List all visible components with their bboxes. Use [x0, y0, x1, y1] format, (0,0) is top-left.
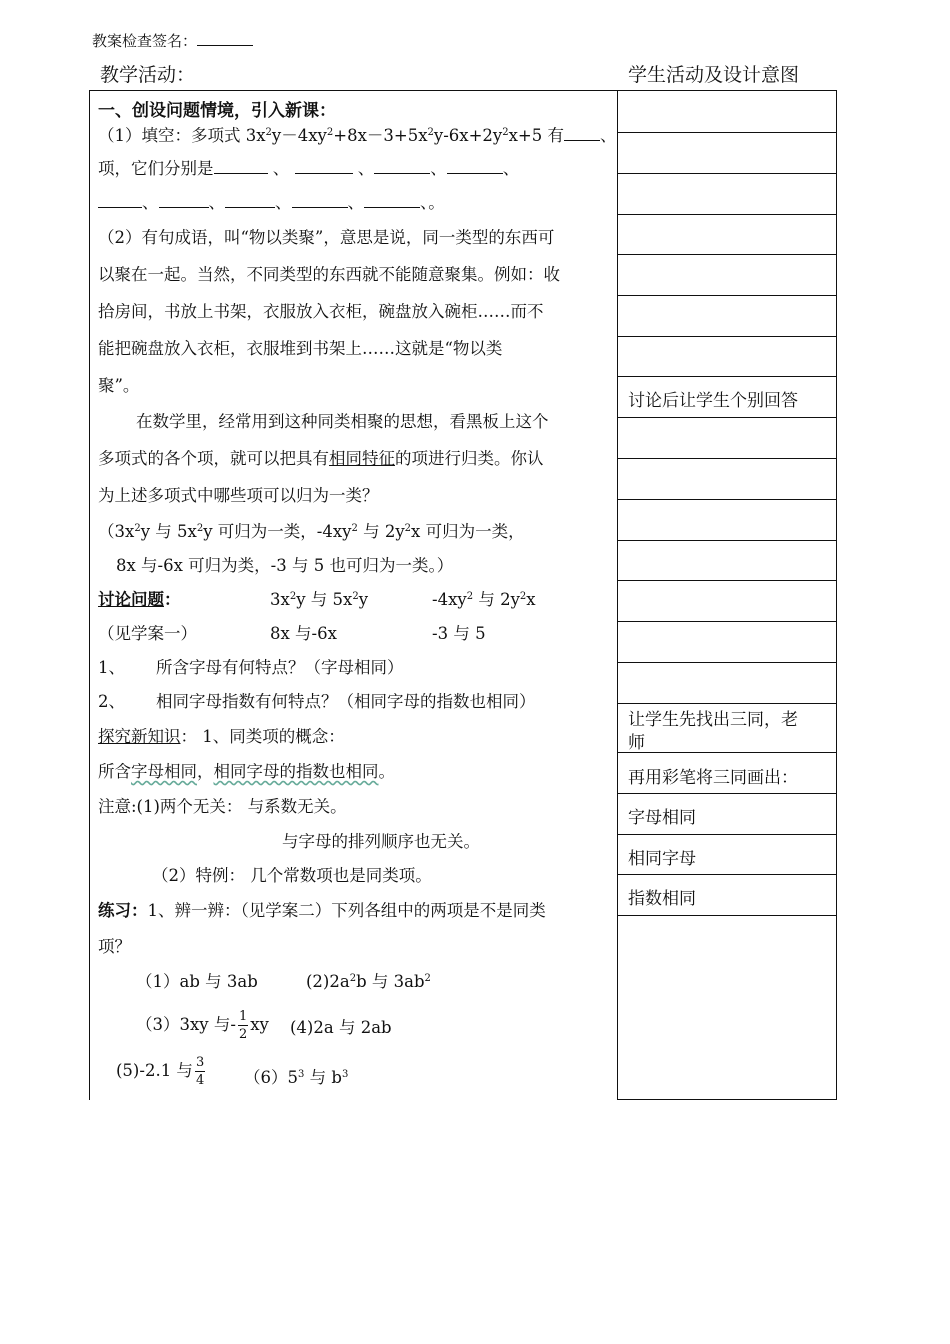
right-row-divider: [617, 132, 837, 133]
right-row-divider: [617, 214, 837, 215]
explore-heading: 探究新知识： 1、同类项的概念：: [98, 727, 345, 746]
discuss-pair-4: -3 与 5: [432, 624, 486, 643]
right-note-discuss: 讨论后让学生个别回答: [628, 391, 798, 411]
column-divider: [617, 90, 618, 1100]
table-top-border: [89, 90, 836, 91]
right-row-divider: [617, 376, 837, 377]
exercise-line-1: 练习：1、辨一辨：（见学案二）下列各组中的两项是不是同类: [98, 901, 546, 920]
right-row-divider: [617, 254, 837, 255]
right-row-divider: [617, 458, 837, 459]
answer-blank[interactable]: [214, 161, 268, 174]
concept-definition: 所含字母相同，相同字母的指数也相同。: [98, 762, 395, 781]
right-row-divider: [617, 662, 837, 663]
answer-blank[interactable]: [447, 161, 503, 174]
discuss-pair-1: $3x^2y$ 与 $5x^2y$: [270, 590, 369, 609]
discuss-item-2-number: 2、: [98, 692, 125, 711]
signature-label: 教案检查签名：: [92, 30, 253, 51]
right-note-letters-same: 字母相同: [628, 808, 696, 828]
discuss-pair-2: $-4xy^2$ 与 $2y^2x$: [432, 590, 536, 609]
note-line-3: （2）特例： 几个常数项也是同类项。: [152, 866, 432, 885]
answer-blank[interactable]: [364, 195, 420, 208]
discuss-label: 讨论问题：: [98, 590, 181, 609]
table-right-border: [836, 90, 837, 1100]
exercise-item-1: （1）ab 与 3ab: [136, 972, 258, 991]
discuss-pair-3: 8x 与-6x: [270, 624, 337, 643]
question-2-line-5: 聚”。: [98, 376, 140, 395]
right-row-divider: [617, 834, 837, 835]
exercise-item-6: $(6)5^3$ 与 $b^3$: [244, 1068, 349, 1087]
table-left-border: [89, 90, 90, 1100]
discuss-item-1-number: 1、: [98, 658, 125, 677]
left-column-title: 教学活动：: [100, 64, 196, 86]
right-row-divider: [617, 580, 837, 581]
right-row-divider: [617, 336, 837, 337]
answer-blank[interactable]: [98, 195, 142, 208]
answer-blank[interactable]: [295, 161, 353, 174]
exercise-item-5: (5)-2.1 与 $\frac{3}{4}$: [116, 1055, 205, 1088]
right-row-divider: [617, 540, 837, 541]
answer-blank[interactable]: [225, 195, 275, 208]
answer-blank[interactable]: [564, 128, 600, 141]
question-2-line-4: 能把碗盘放入衣柜，衣服堆到书架上……这就是“物以类: [98, 339, 503, 358]
right-note-highlight: 再用彩笔将三同画出：: [628, 768, 798, 788]
fraction: $\frac{1}{2}$: [238, 1009, 248, 1042]
question-1-line-3: 、 、 、 、 、。: [98, 189, 445, 213]
discuss-item-1: 所含字母有何特点？（字母相同）: [156, 658, 404, 677]
answer-line-2: 8x 与-6x 可归为类，-3 与 5 也可归为一类。）: [116, 556, 454, 575]
right-row-divider: [617, 621, 837, 622]
right-note-find-line-1: 让学生先找出三同，老: [628, 710, 798, 730]
question-1-line-1: （1）填空：多项式 $3x^2y-4xy^2+8x-3+5x^2y-6x+2y^2x+5$ 有 、: [98, 126, 617, 145]
right-column-title: 学生活动及设计意图: [628, 64, 800, 86]
paragraph-line-3: 为上述多项式中哪些项可以归为一类？: [98, 486, 379, 505]
exercise-item-4: (4)2a 与 2ab: [290, 1018, 392, 1037]
right-row-divider: [617, 915, 837, 916]
exercise-item-3: （3）3xy 与- $\frac{1}{2}$ xy: [136, 1009, 269, 1042]
discuss-item-2: 相同字母指数有何特点？（相同字母的指数也相同）: [156, 692, 536, 711]
signature-blank[interactable]: [197, 31, 253, 46]
fraction: $\frac{3}{4}$: [195, 1055, 205, 1088]
exercise-item-2: $(2)2a^2b$ 与 $3ab^2$: [306, 972, 431, 991]
paragraph-line-2: 多项式的各个项，就可以把具有相同特征的项进行归类。你认: [98, 449, 544, 468]
answer-line-1: （$3x^2y$ 与 $5x^2y$ 可归为一类，$-4xy^2$ 与 $2y^2x$ 可归为一类，: [98, 522, 525, 541]
paragraph-line-1: 在数学里，经常用到这种同类相聚的思想，看黑板上这个: [136, 412, 549, 431]
right-row-divider: [617, 295, 837, 296]
question-2-line-2: 以聚在一起。当然，不同类型的东西就不能随意聚集。例如：收: [98, 265, 560, 284]
section-title: 一、创设问题情境，引入新课：: [98, 101, 336, 121]
right-note-exponents-same: 指数相同: [628, 889, 696, 909]
question-2-line-3: 拾房间，书放上书架，衣服放入衣柜，碗盘放入碗柜……而不: [98, 302, 544, 321]
right-note-same-letters: 相同字母: [628, 849, 696, 869]
right-row-divider: [617, 793, 837, 794]
answer-blank[interactable]: [374, 161, 430, 174]
answer-blank[interactable]: [159, 195, 209, 208]
exercise-line-2: 项？: [98, 937, 131, 956]
right-row-divider: [617, 703, 837, 704]
question-1-line-2: 项，它们分别是 、 、 、 、: [98, 159, 520, 178]
see-worksheet-1: （见学案一）: [98, 624, 197, 643]
right-row-divider: [617, 417, 837, 418]
note-line-1: 注意:(1)两个无关： 与系数无关。: [98, 797, 347, 816]
right-column-bottom-border: [617, 1099, 837, 1100]
note-line-2: 与字母的排列顺序也无关。: [282, 832, 480, 851]
answer-blank[interactable]: [292, 195, 348, 208]
right-row-divider: [617, 874, 837, 875]
right-row-divider: [617, 173, 837, 174]
right-note-find-line-2: 师: [628, 733, 645, 753]
question-2-line-1: （2）有句成语，叫“物以类聚”，意思是说，同一类型的东西可: [98, 228, 555, 247]
right-row-divider: [617, 499, 837, 500]
right-row-divider: [617, 752, 837, 753]
